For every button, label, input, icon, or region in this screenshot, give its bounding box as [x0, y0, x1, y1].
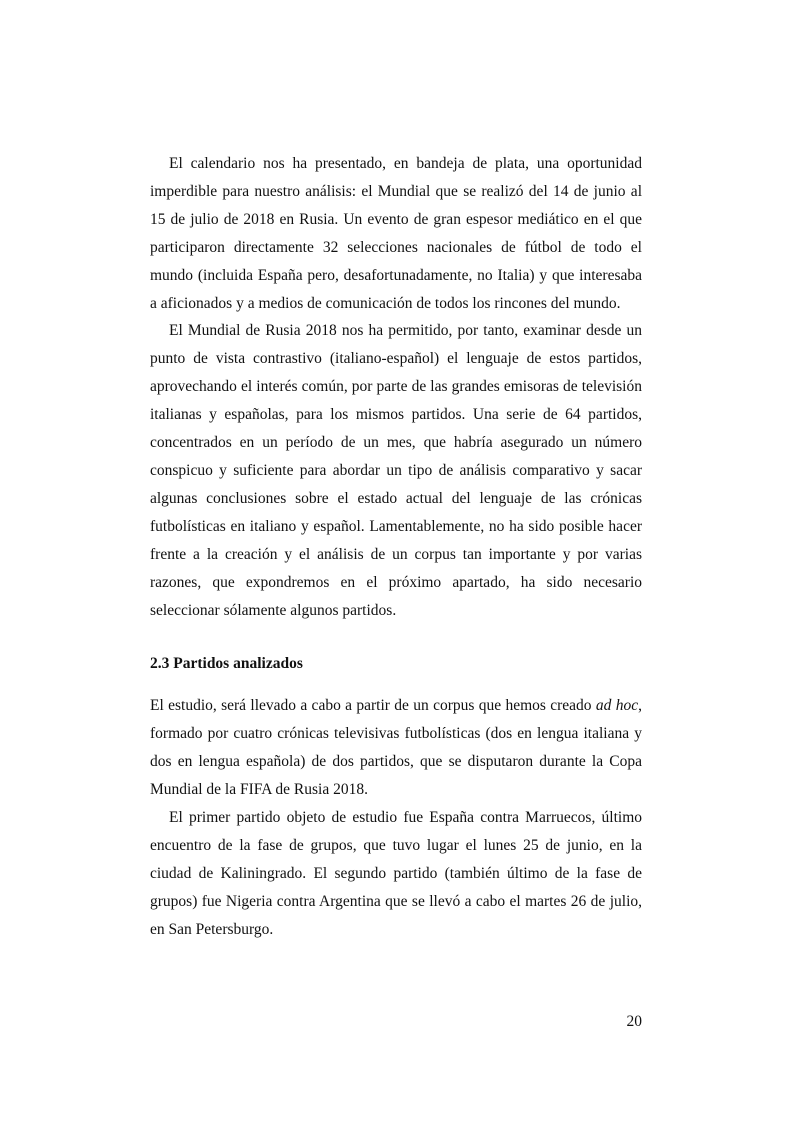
intro-italic-term: ad hoc: [595, 697, 639, 715]
page-number: 20: [626, 1013, 642, 1030]
paragraph-4: El primer partido objeto de estudio fue España contra Marruecos, último encuentro de la fase de grupos, que tuvo lugar el lunes 25 de junio, en la ciudad de Kaliningrado. El segundo partido (también último de la fase de grupos) fue Nigeria contra Argentina que se llevó a cabo el martes 26 de julio, en San Petersburgo.: [150, 809, 642, 938]
paragraph-2: El Mundial de Rusia 2018 nos ha permitido, por tanto, examinar desde un punto de vista contrastivo (italiano-español) el lenguaje de estos partidos, aprovechando el interés común, por parte de las grandes emisoras de televisión italianas y españolas, para los mismos partidos. Una serie de 64 partidos, concentrados en un período de un mes, que habría asegurado un número conspicuo y suficiente para abordar un tipo de análisis comparativo y sacar algunas conclusiones sobre el estado actual del lenguaje de las crónicas futbolísticas en italiano y español. Lamentablemente, no ha sido posible hacer frente a la creación y el análisis de un corpus tan importante y por varias razones, que expondremos en el próximo apartado, ha sido necesario seleccionar sólamente algunos partidos.: [150, 322, 642, 619]
body-text: [150, 150, 642, 944]
paragraph-1: El calendario nos ha presentado, en bandeja de plata, una oportunidad imperdible para nuestro análisis: el Mundial que se realizó del 14 de junio al 15 de julio de 2018 en Rusia. Un evento de gran espesor mediático en el que participaron directamente 32 selecciones nacionales de fútbol de todo el mundo (incluida España pero, desafortunadamente, no Italia) y que interesaba a aficionados y a medios de comunicación de todos los rincones del mundo.: [150, 155, 642, 312]
section-intro-paragraph: [150, 692, 642, 804]
intro-text-start: El estudio, será llevado a cabo a partir de un corpus que hemos creado: [150, 697, 596, 715]
section-heading: 2.3 Partidos analizados: [150, 655, 303, 673]
intro-text-end: , formado por cuatro crónicas televisivas futbolísticas (dos en lengua italiana y dos en lengua española) de dos partidos, que se disputaron durante la Copa Mundial de la FIFA de Rusia 2018.: [150, 697, 642, 799]
